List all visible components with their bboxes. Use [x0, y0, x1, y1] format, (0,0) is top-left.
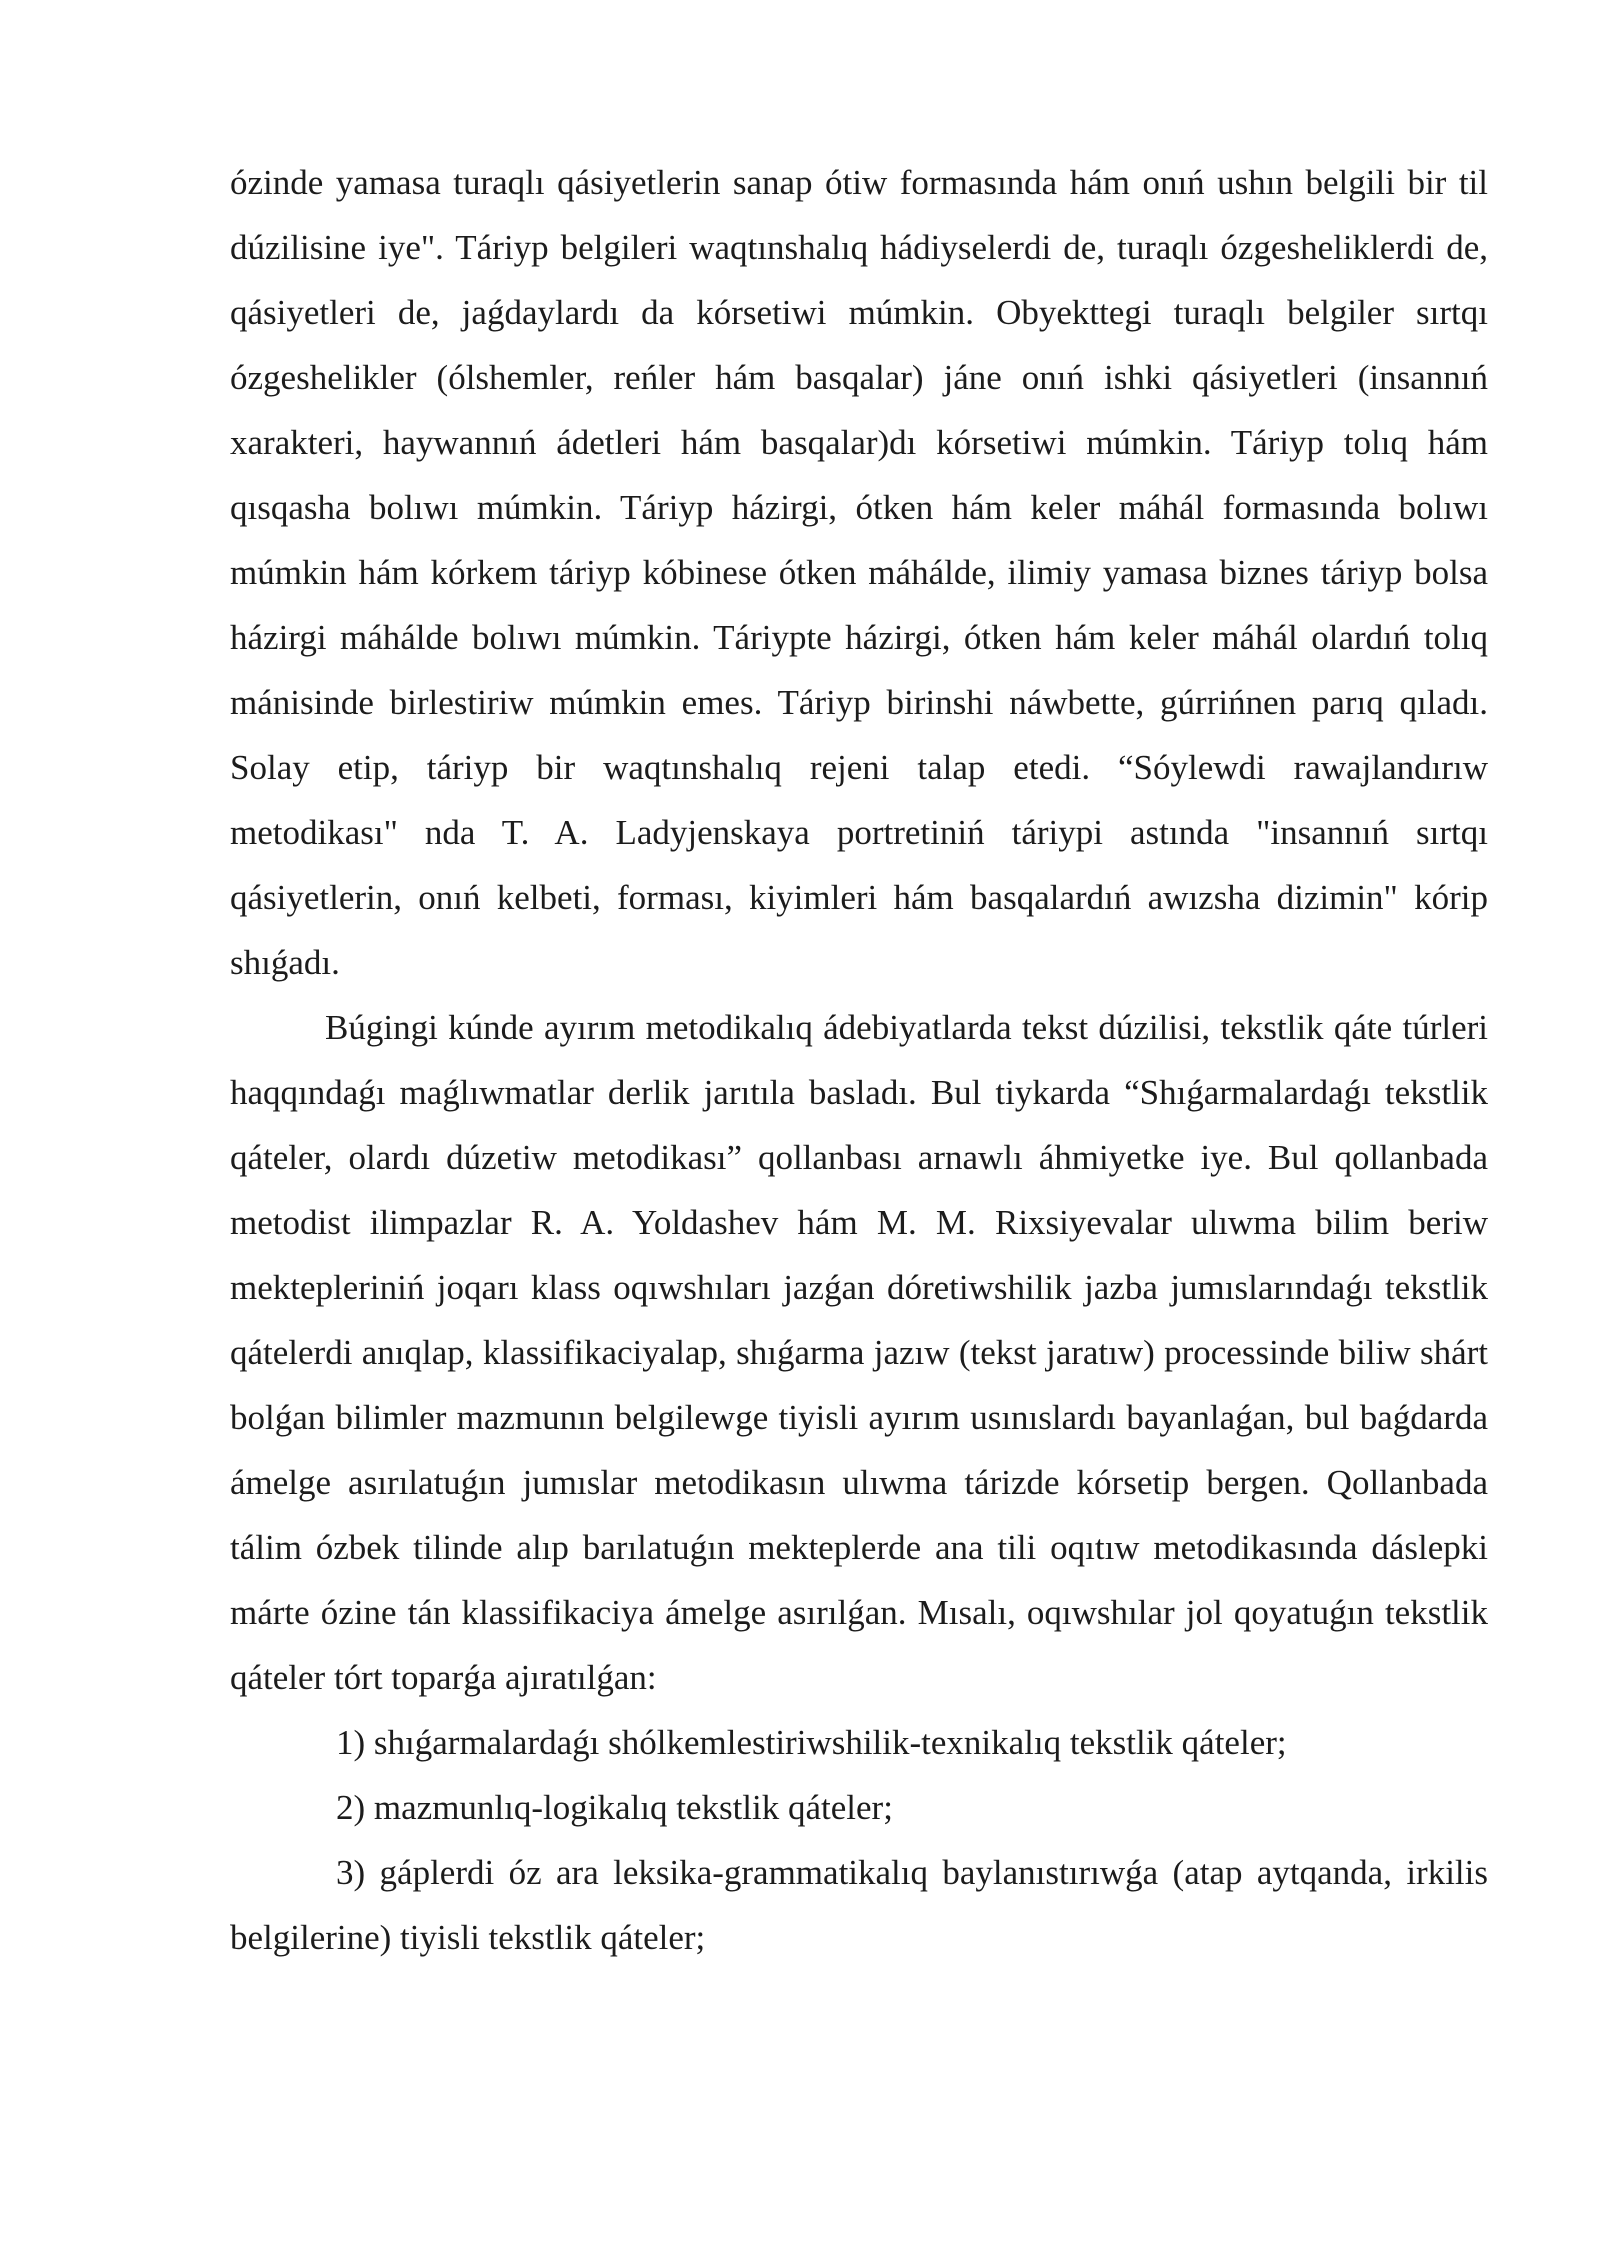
list-item: 2) mazmunlıq-logikalıq tekstlik qáteler; [336, 1788, 893, 1827]
document-body [230, 150, 1488, 1970]
list-item: 1) shıǵarmalardaǵı shólkemlestiriwshilik-texnikalıq tekstlik qáteler; [336, 1723, 1287, 1762]
paragraph-continued: ózinde yamasa turaqlı qásiyetlerin sanap ótiw formasında hám onıń ushın belgili bir til dúzilisine iye". Táriyp belgileri waqtınshalıq hádiyselerdi de, turaqlı ózgesheliklerdi de, qásiyetleri de, jaǵdaylardı da kórsetiwi múmkin. Obyekttegi turaqlı belgiler sırtqı ózgeshelikler (ólshemler, reńler hám basqalar) jáne onıń ishki qásiyetleri (insannıń xarakteri, haywannıń ádetleri hám basqalar)dı kórsetiwi múmkin. Táriyp tolıq hám qısqasha bolıwı múmkin. Táriyp házirgi, ótken hám keler máhál formasında bolıwı múmkin hám kórkem táriyp kóbinese ótken máhálde, ilimiy yamasa biznes táriyp bolsa házirgi máhálde bolıwı múmkin. Táriypte házirgi, ótken hám keler máhál olardıń tolıq mánisinde birlestiriw múmkin emes. Táriyp birinshi náwbette, gúrrińnen parıq qıladı. Solay etip, táriyp bir waqtınshalıq rejeni talap etedi. “Sóylewdi rawajlandırıw metodikası" nda T. A. Ladyjenskaya portretiniń táriypi astında "insannıń sırtqı qásiyetlerin, onıń kelbeti, forması, kiyimleri hám basqalardıń awızsha dizimin" kórip shıǵadı. [230, 163, 1488, 982]
list-item: 3) gáplerdi óz ara leksika-grammatikalıq baylanıstırıwǵa (atap aytqanda, irkilis belgilerine) tiyisli tekstlik qáteler; [230, 1853, 1488, 1957]
paragraph: Búgingi kúnde ayırım metodikalıq ádebiyatlarda tekst dúzilisi, tekstlik qáte túrleri haqqındaǵı maǵlıwmatlar derlik jarıtıla basladı. Bul tiykarda “Shıǵarmalardaǵı tekstlik qáteler, olardı dúzetiw metodikası” qollanbası arnawlı áhmiyetke iye. Bul qollanbada metodist ilimpazlar R. A. Yoldashev hám M. M. Rixsiyevalar ulıwma bilim beriw mektepleriniń joqarı klass oqıwshıları jazǵan dóretiwshilik jazba jumıslarındaǵı tekstlik qátelerdi anıqlap, klassifikaciyalap, shıǵarma jazıw (tekst jaratıw) processinde biliw shárt bolǵan bilimler mazmunın belgilewge tiyisli ayırım usınıslardı bayanlaǵan, bul baǵdarda ámelge asırılatuǵın jumıslar metodikasın ulıwma tárizde kórsetip bergen. Qollanbada tálim ózbek tilinde alıp barılatuǵın mekteplerde ana tili oqıtıw metodikasında dáslepki márte ózine tán klassifikaciya ámelge asırılǵan. Mısalı, oqıwshılar jol qoyatuǵın tekstlik qáteler tórt toparǵa ajıratılǵan: [230, 1008, 1488, 1697]
